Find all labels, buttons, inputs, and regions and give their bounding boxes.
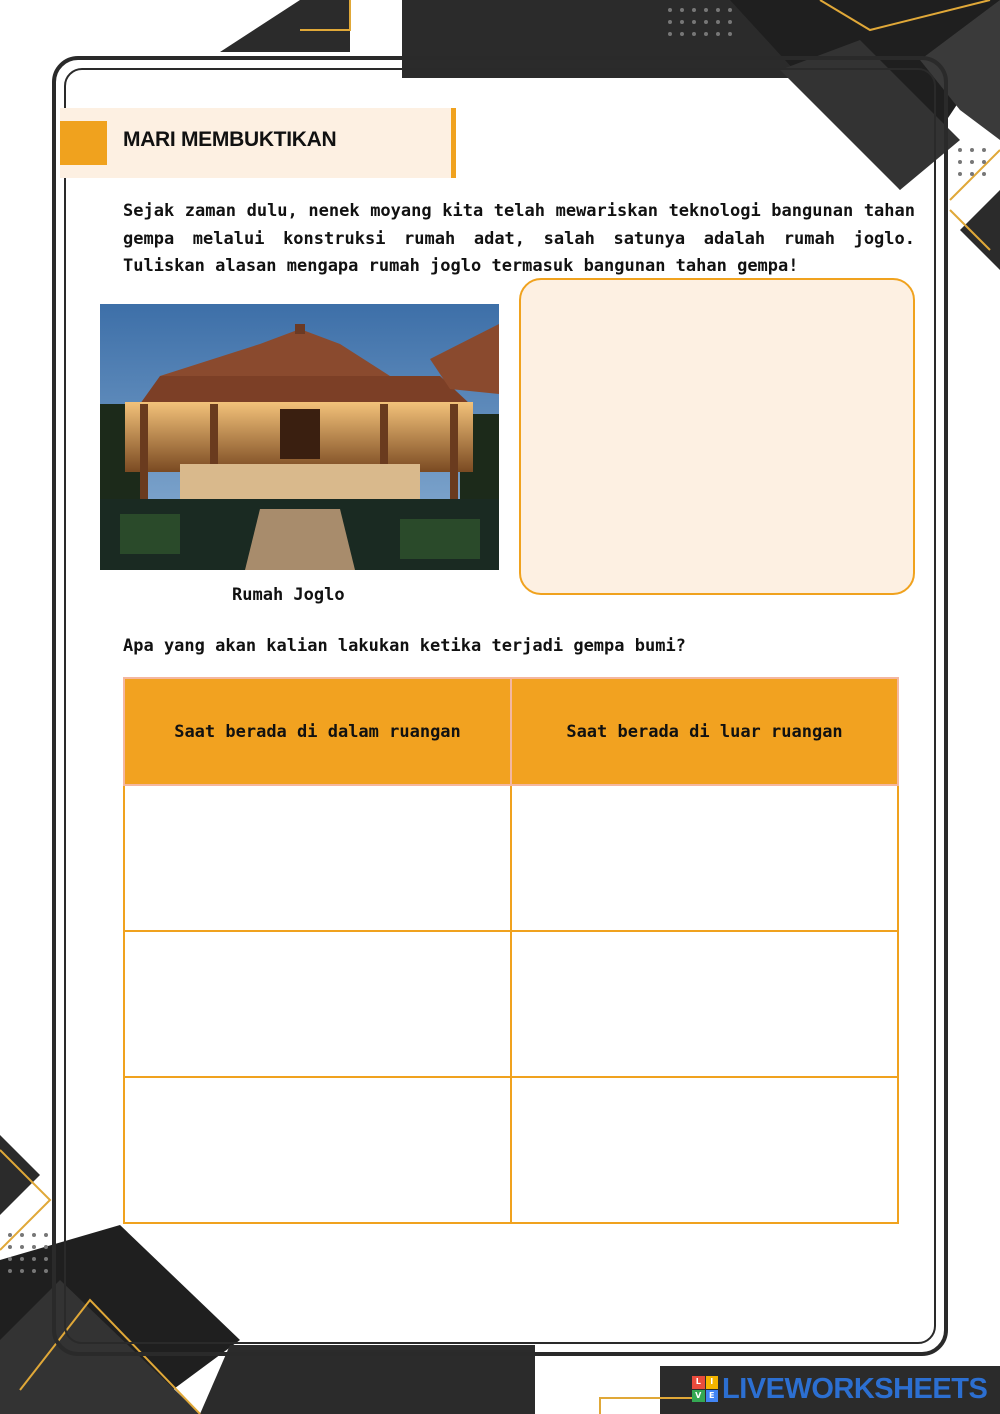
answer-cell-outdoor-2[interactable] (511, 931, 898, 1077)
joglo-house-photo (100, 304, 499, 570)
table-row (124, 1077, 898, 1223)
table-row (124, 785, 898, 931)
intro-paragraph: Sejak zaman dulu, nenek moyang kita telah mewariskan teknologi bangunan tahan gempa melalui konstruksi rumah adat, salah satunya adalah rumah joglo. Tuliskan alasan mengapa rumah joglo termasuk bangunan tahan gempa! (123, 201, 915, 276)
liveworksheets-logo-text: LIVEWORKSHEETS (722, 1372, 988, 1405)
photo-caption: Rumah Joglo (232, 585, 345, 605)
answer-cell-indoor-1[interactable] (124, 785, 511, 931)
header-indoor: Saat berada di dalam ruangan (124, 678, 511, 785)
answer-cell-outdoor-1[interactable] (511, 785, 898, 931)
header-outdoor: Saat berada di luar ruangan (511, 678, 898, 785)
section-title: MARI MEMBUKTIKAN (123, 128, 337, 151)
response-table (123, 677, 899, 1224)
answer-cell-indoor-3[interactable] (124, 1077, 511, 1223)
section-header-tab (60, 121, 107, 165)
answer-cell-outdoor-3[interactable] (511, 1077, 898, 1223)
earthquake-question: Apa yang akan kalian lakukan ketika terjadi gempa bumi? (123, 636, 686, 656)
table-header-row (124, 678, 898, 785)
table-row (124, 931, 898, 1077)
answer-textbox[interactable] (519, 278, 915, 595)
answer-cell-indoor-2[interactable] (124, 931, 511, 1077)
liveworksheets-logo-icon: L I V E (692, 1376, 718, 1402)
liveworksheets-logo[interactable] (692, 1374, 987, 1404)
